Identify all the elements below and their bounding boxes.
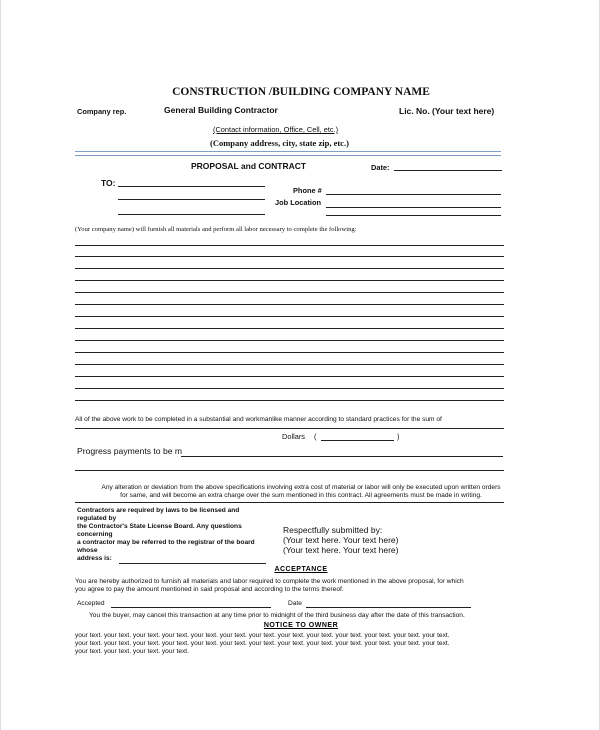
license-notice-line: Contractors are required by laws to be licensed and	[77, 507, 240, 514]
notice-to-owner-heading: NOTICE TO OWNER	[263, 622, 339, 629]
to-line-3[interactable]	[118, 214, 265, 215]
to-label: TO:	[101, 178, 116, 188]
submitted-by-line-2: (Your text here. Your text here)	[283, 545, 399, 555]
cancel-notice: You the buyer, may cancel this transaction at any time prior to midnight of the third business day after the date of this transaction.	[89, 612, 465, 619]
header-divider-bottom	[75, 155, 501, 156]
phone-line[interactable]	[326, 194, 501, 195]
notice-line-3: your text. your text. your text. your text.	[75, 648, 189, 655]
dollars-label: Dollars	[282, 432, 305, 441]
submitted-by-label: Respectfully submitted by:	[283, 525, 383, 535]
work-line[interactable]	[75, 256, 504, 257]
work-line[interactable]	[75, 328, 504, 329]
work-completed-statement: All of the above work to be completed in a substantial and workmanlike manner according to standard practices for the sum of	[75, 416, 442, 423]
license-notice-line: a contractor may be referred to the registrar of the board	[77, 539, 255, 546]
acceptance-date-label: Date	[288, 600, 302, 607]
work-line[interactable]	[75, 376, 504, 377]
accepted-signature-line[interactable]	[111, 607, 271, 608]
acceptance-text-line-2: you agree to pay the amount mentioned in said proposal and according to the terms thereof.	[75, 586, 344, 593]
work-line[interactable]	[75, 352, 504, 353]
alteration-line-1: Any alteration or deviation from the above specifications involving extra cost of material or labor will only be executed upon written orders	[101, 484, 501, 491]
paren-close: )	[397, 432, 400, 441]
date-label: Date:	[371, 163, 390, 172]
header-divider-top	[75, 151, 501, 152]
to-line-2[interactable]	[118, 199, 265, 200]
progress-payments-label: Progress payments to be m	[77, 446, 183, 456]
acceptance-date-line[interactable]	[306, 607, 471, 608]
proposal-heading: PROPOSAL and CONTRACT	[191, 161, 307, 171]
work-line[interactable]	[75, 388, 504, 389]
acceptance-heading: ACCEPTANCE	[274, 566, 328, 573]
license-notice-line: whose	[77, 547, 98, 554]
license-notice-line: the Contractor's State License Board. Any questions	[77, 523, 242, 530]
job-location-label: Job Location	[275, 198, 321, 207]
work-line[interactable]	[75, 304, 504, 305]
license-board-notice	[77, 507, 277, 563]
furnish-statement: (Your company name) will furnish all materials and perform all labor necessary to complete the following:	[75, 226, 357, 233]
phone-label: Phone #	[293, 186, 322, 195]
job-location-line-2[interactable]	[326, 215, 501, 216]
section-divider	[75, 502, 504, 503]
license-number: Lic. No. (Your text here)	[399, 106, 495, 116]
company-title: CONSTRUCTION /BUILDING COMPANY NAME	[172, 86, 430, 98]
contact-information: (Contact information, Office, Cell, etc.)	[213, 125, 339, 134]
company-rep-label: Company rep.	[77, 107, 127, 116]
progress-line-1[interactable]	[181, 456, 503, 457]
date-line[interactable]	[394, 170, 502, 171]
dollars-amount-line[interactable]	[321, 440, 394, 441]
work-line[interactable]	[75, 268, 504, 269]
company-address: (Company address, city, state zip, etc.)	[210, 138, 349, 148]
notice-line-2: your text. your text. your text. your text. your text. your text. your text. your text. your text. your text. your text. your text. your text.	[75, 640, 450, 647]
work-line[interactable]	[75, 245, 504, 246]
progress-line-2[interactable]	[75, 470, 504, 471]
registrar-address-line[interactable]	[119, 563, 266, 564]
notice-line-1: your text. your text. your text. your text. your text. your text. your text. your text. your text. your text. your text. your text. your text.	[75, 632, 450, 639]
sum-line[interactable]	[75, 428, 504, 429]
contractor-type: General Building Contractor	[164, 105, 278, 115]
work-line[interactable]	[75, 316, 504, 317]
license-notice-line: concerning	[77, 531, 113, 538]
work-line[interactable]	[75, 280, 504, 281]
accepted-label: Accepted	[77, 600, 105, 607]
job-location-line-1[interactable]	[326, 207, 501, 208]
alteration-line-2: for same, and will become an extra charge over the sum mentioned in this contract. All agreements must be made in writing.	[120, 492, 482, 499]
to-line-1[interactable]	[118, 186, 265, 187]
acceptance-text-line-1: You are hereby authorized to furnish all materials and labor required to complete the work mentioned in the above proposal, for which	[75, 578, 464, 585]
work-line[interactable]	[75, 292, 504, 293]
license-notice-line: regulated by	[77, 515, 117, 522]
license-notice-line: address is:	[77, 555, 112, 562]
submitted-by-line-1: (Your text here. Your text here)	[283, 535, 399, 545]
work-line[interactable]	[75, 400, 504, 401]
work-line[interactable]	[75, 364, 504, 365]
paren-open: (	[314, 432, 317, 441]
work-line[interactable]	[75, 340, 504, 341]
